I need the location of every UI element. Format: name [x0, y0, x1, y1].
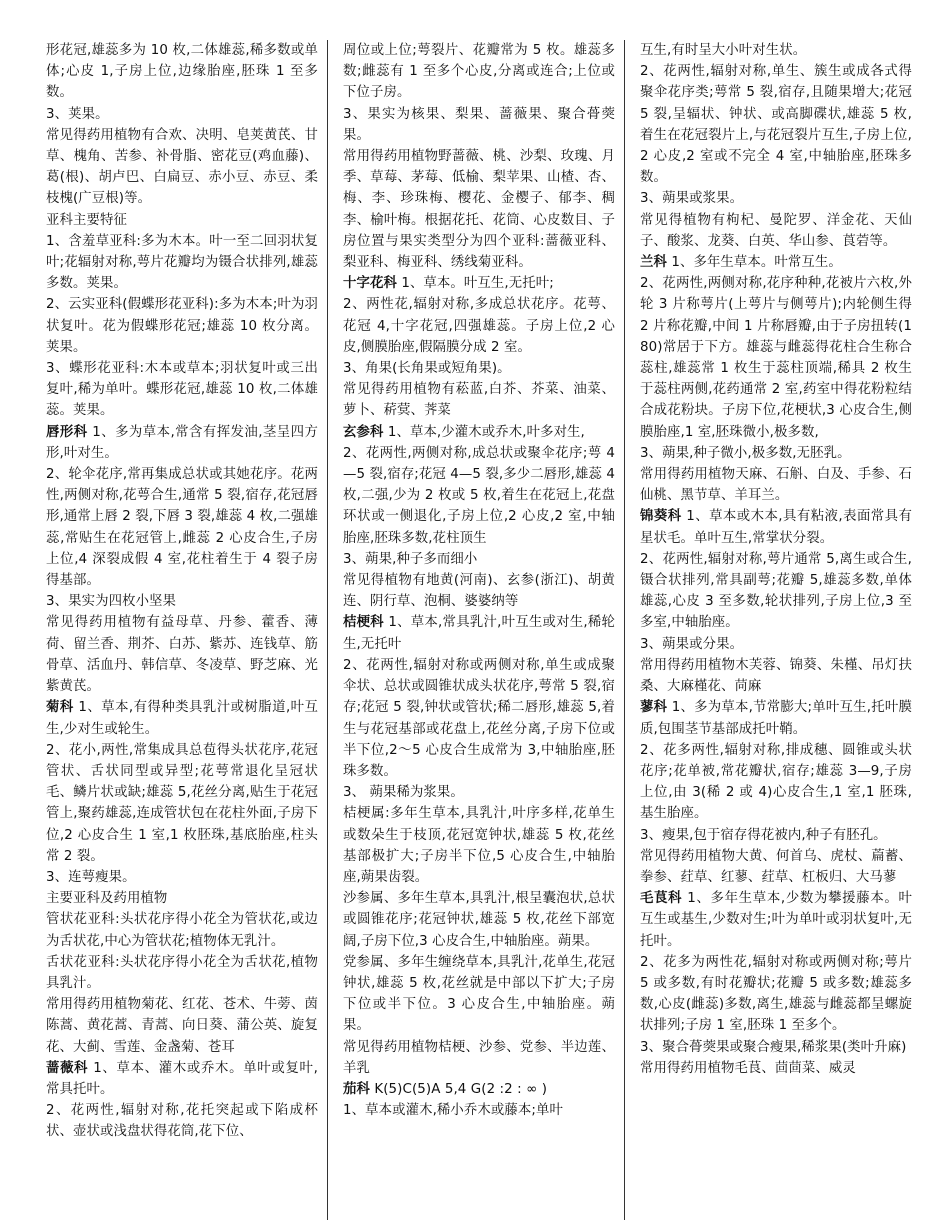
paragraph [343, 294, 615, 358]
paragraph [46, 952, 318, 994]
family-paragraph [640, 252, 912, 273]
paragraph-text: 常见得药用植物有益母草、丹参、藿香、薄荷、留兰香、荆芥、白苏、紫苏、连钱草、筋骨草、活血丹、韩信草、冬凌草、野芝麻、光紫黄芪。 [46, 615, 318, 695]
paragraph-text: 常见得植物有枸杞、曼陀罗、洋金花、天仙子、酸浆、龙葵、白英、华山参、莨菪等。 [640, 212, 912, 249]
paragraph [640, 825, 912, 846]
paragraph-text: 1、草本或灌木,稀小乔木或藤本;单叶 [343, 1103, 563, 1119]
paragraph [640, 846, 912, 888]
paragraph-text: 常见得药用植物大黄、何首乌、虎杖、萹蓄、拳参、荭草、红蓼、荭草、杠板归、大马蓼 [640, 848, 912, 885]
paragraph-text: 3、果实为核果、梨果、蔷薇果、聚合蓇葖果。 [343, 106, 615, 143]
paragraph [46, 888, 318, 909]
family-heading: 玄参科 [343, 424, 384, 440]
paragraph [640, 188, 912, 209]
paragraph [46, 294, 318, 358]
paragraph-text: 舌状花亚科:头状花序得小花全为舌状花,植物具乳汁。 [46, 954, 318, 991]
paragraph-text: 常见得药用植物桔梗、沙参、党参、半边莲、羊乳 [343, 1039, 615, 1076]
paragraph [343, 358, 615, 379]
family-heading: 兰科 [640, 255, 667, 271]
paragraph-text: 2、花两性,辐射对称,花托突起或下陷成杯状、壶状或浅盘状得花筒,花下位、 [46, 1103, 318, 1140]
family-paragraph [343, 273, 615, 294]
paragraph [46, 464, 318, 591]
paragraph [343, 104, 615, 146]
paragraph [640, 443, 912, 464]
paragraph-text: 2、花两性,辐射对称或两侧对称,单生或成聚伞状、总状或圆锥状成头状花序,萼常 5 裂,宿存;花冠 5 裂,钟状或管状;稀二唇形,雄蕊 5,着生与花冠基部或花盘上,花丝分离,子房下位或半下位,2～5 心皮合生成常为 3,中轴胎座,胚珠多数。 [343, 657, 615, 779]
paragraph-text: 沙参属、多年生草本,具乳汁,根呈囊泡状,总状或圆锥花序;花冠钟状,雄蕊 5 枚,花丝下部宽阔,子房下位,3 心皮合生,中轴胎座。蒴果。 [343, 891, 615, 949]
paragraph [640, 61, 912, 188]
paragraph [46, 740, 318, 867]
paragraph [640, 210, 912, 252]
column-divider [327, 40, 328, 1220]
family-heading: 桔梗科 [343, 615, 384, 631]
paragraph-text: 1、草本、灌木或乔木。单叶或复叶,常具托叶。 [46, 1060, 318, 1097]
paragraph [46, 994, 318, 1058]
paragraph-text: 3、角果(长角果或短角果)。 [343, 361, 511, 377]
paragraph-text: 1、草本,常具乳汁,叶互生或对生,稀轮生,无托叶 [343, 615, 615, 652]
paragraph-text: 2、花多为两性花,辐射对称或两侧对称;萼片 5 或多数,有时花瓣状;花瓣 5 或多数;雄蕊多数,心皮(雌蕊)多数,离生,雄蕊与雌蕊都呈螺旋状排列;子房 1 室,胚珠 1 至多个。 [640, 954, 912, 1034]
paragraph-text: 党参属、多年生缠绕草本,具乳汁,花单生,花冠钟状,雄蕊 5 枚,花丝就是中部以下扩大;子房下位或半下位。3 心皮合生,中轴胎座。蒴果。 [343, 954, 615, 1034]
paragraph-text: 2、云实亚科(假蝶形花亚科):多为木本;叶为羽状复叶。花为假蝶形花冠;雄蕊 10 枚分离。荚果。 [46, 297, 318, 355]
paragraph-text: 2、花两性,辐射对称,单生、簇生或成各式得聚伞花序类;萼常 5 裂,宿存,且随果增大;花冠 5 裂,呈辐状、钟状、或高脚碟状,雄蕊 5 枚,着生在花冠裂片上,与花冠裂片互生,子房上位,2 心皮,2 室或不完全 4 室,中轴胎座,胚珠多数。 [640, 64, 912, 186]
paragraph-text: 1、多为草本,常含有挥发油,茎呈四方形,叶对生。 [46, 424, 318, 461]
paragraph [46, 104, 318, 125]
paragraph-text: K(5)C(5)A 5,4 G(2 :2 : ∞ ) [369, 1081, 548, 1097]
paragraph-text: 常见得植物有地黄(河南)、玄参(浙江)、胡黄连、阴行草、泡桐、婆婆纳等 [343, 573, 615, 610]
paragraph [46, 210, 318, 231]
paragraph-text: 2、花两性,两侧对称,成总状或聚伞花序;萼 4—5 裂,宿存;花冠 4—5 裂,多少二唇形,雄蕊 4 枚,二强,少为 2 枚或 5 枚,着生在花冠上,花盘环状或一侧退化,子房上位,2 心皮,2 室,中轴胎座,胚珠多数,花柱顶生 [343, 445, 615, 546]
paragraph [46, 591, 318, 612]
paragraph-text: 桔梗属:多年生草本,具乳汁,叶序多样,花单生或数朵生于枝顶,花冠宽钟状,雄蕊 5 枚,花丝基部极扩大;子房半下位,5 心皮合生,中轴胎座,蒴果齿裂。 [343, 806, 615, 885]
paragraph-text: 周位或上位;萼裂片、花瓣常为 5 枚。雄蕊多数;雌蕊有 1 至多个心皮,分离或连合;上位或下位子房。 [343, 43, 615, 101]
paragraph-text: 2、花两性,两侧对称,花序种种,花被片六枚,外轮 3 片称萼片(上萼片与侧萼片);内轮侧生得 2 片称花瓣,中间 1 片称唇瓣,由于子房扭转(180)常居于下方。雄蕊与雌蕊得花柱合生称合蕊柱,雄蕊常 1 枚生于蕊柱顶端,稀具 2 枚生于蕊柱两侧,花药通常 2 室,药室中得花粉粒结合成花粉块。子房下位,花梗状,3 心皮合生,侧膜胎座,1 室,胚珠微小,极多数, [640, 276, 912, 440]
family-heading: 菊科 [46, 700, 74, 716]
paragraph [46, 358, 318, 422]
paragraph-text: 3、蒴果,种子多而细小 [343, 551, 478, 567]
paragraph [640, 464, 912, 506]
paragraph-text: 互生,有时呈大小叶对生状。 [640, 43, 807, 58]
paragraph-text: 亚科主要特征 [46, 212, 127, 228]
family-heading: 唇形科 [46, 424, 88, 440]
paragraph-text: 常见得药用植物有菘蓝,白芥、芥菜、油菜、萝卜、菥蓂、荠菜 [343, 382, 615, 419]
paragraph [640, 634, 912, 655]
column-divider [624, 40, 625, 1220]
paragraph-text: 2、花两性,辐射对称,萼片通常 5,离生或合生,镊合状排列,常具副萼;花瓣 5,雄蕊多数,单体雄蕊,心皮 3 至多数,轮状排列,子房上位,3 至多室,中轴胎座。 [640, 551, 912, 631]
paragraph [640, 549, 912, 634]
paragraph [640, 1058, 912, 1079]
paragraph-text: 1、含羞草亚科:多为木本。叶一至二回羽状复叶;花辐射对称,萼片花瓣均为镊合状排列,雄蕊多数。荚果。 [46, 233, 318, 292]
paragraph [46, 231, 318, 295]
paragraph [640, 655, 912, 697]
paragraph-text: 1、多年生草本,少数为攀援藤本。叶互生或基生,少数对生;叶为单叶或羽状复叶,无托叶。 [640, 891, 912, 949]
paragraph [640, 740, 912, 825]
paragraph-text: 3、聚合蓇葖果或聚合瘦果,稀浆果(类叶升麻) [640, 1039, 907, 1055]
family-heading: 蔷薇科 [46, 1060, 89, 1076]
paragraph-text: 3、连萼瘦果。 [46, 869, 136, 885]
paragraph-text: 1、草本,少灌木或乔木,叶多对生, [383, 424, 585, 440]
paragraph [343, 1037, 615, 1079]
paragraph [640, 1037, 912, 1058]
family-paragraph [46, 1058, 318, 1100]
paragraph [343, 952, 615, 1037]
paragraph-text: 1、草本,有得种类具乳汁或树脂道,叶互生,少对生或轮生。 [46, 700, 318, 737]
paragraph [640, 40, 912, 61]
text-column-1 [46, 40, 318, 1225]
paragraph [46, 612, 318, 697]
paragraph [46, 909, 318, 951]
paragraph [46, 1100, 318, 1142]
paragraph-text: 3、果实为四枚小坚果 [46, 594, 177, 610]
paragraph-text: 2、花多两性,辐射对称,排成穗、圆锥或头状花序;花单被,常花瓣状,宿存;雄蕊 3—9,子房上位,由 3(稀 2 或 4)心皮合生,1 室,1 胚珠,基生胎座。 [640, 742, 912, 822]
paragraph [343, 888, 615, 952]
paragraph [343, 782, 615, 803]
family-paragraph [46, 422, 318, 464]
paragraph-text: 常用得药用植物毛茛、茴茴菜、威灵 [640, 1060, 856, 1076]
paragraph-text: 常用得药用植物木芙蓉、锦葵、朱槿、吊灯扶桑、大麻槿花、苘麻 [640, 657, 912, 695]
paragraph-text: 3、瘦果,包于宿存得花被内,种子有胚孔。 [640, 827, 887, 843]
paragraph-text: 1、多为草本,节常膨大;单叶互生,托叶膜质,包围茎节基部成托叶鞘。 [640, 700, 912, 737]
paragraph-text: 2、两性花,辐射对称,多成总状花序。花萼、花冠 4,十字花冠,四强雄蕊。子房上位,2 心皮,侧膜胎座,假隔膜分成 2 室。 [343, 297, 615, 355]
paragraph-text: 3、荚果。 [46, 106, 109, 122]
paragraph [343, 379, 615, 421]
paragraph-text: 2、轮伞花序,常再集成总状或其她花序。花两性,两侧对称,花萼合生,通常 5 裂,宿存,花冠唇形,通常上唇 2 裂,下唇 3 裂,雄蕊 4 枚,二强雄蕊,常贴生在花冠管上,雌蕊 2 心皮合生,子房上位,4 深裂成假 4 室,花柱着生于 4 裂子房得基部。 [46, 467, 318, 589]
paragraph-text: 1、草本。叶互生,无托叶; [396, 276, 554, 292]
paragraph [343, 1100, 615, 1121]
paragraph-text: 常见得药用植物有合欢、决明、皂荚黄芪、甘草、槐角、苦参、补骨脂、密花豆(鸡血藤)、葛(根)、胡卢巴、白扁豆、赤小豆、赤豆、柔枝槐(广豆根)等。 [46, 127, 318, 207]
family-heading: 十字花科 [343, 276, 397, 292]
family-paragraph [46, 697, 318, 739]
paragraph-text: 常用得药用植物天麻、石斛、白及、手参、石仙桃、黑节草、羊耳兰。 [640, 467, 912, 504]
family-paragraph [343, 422, 615, 443]
family-paragraph [640, 697, 912, 739]
family-heading: 锦葵科 [640, 509, 682, 525]
paragraph [46, 40, 318, 104]
paragraph [343, 803, 615, 888]
family-paragraph [640, 506, 912, 548]
paragraph [343, 40, 615, 104]
paragraph-text: 管状花亚科:头状花序得小花全为管状花,或边为舌状花,中心为管状花;植物体无乳汁。 [46, 912, 318, 949]
paragraph [343, 443, 615, 549]
paragraph-text: 3、蒴果,种子微小,极多数,无胚乳。 [640, 445, 851, 461]
paragraph-text: 3、蒴果或浆果。 [640, 191, 744, 207]
paragraph-text: 3、蝶形花亚科:木本或草本;羽状复叶或三出复叶,稀为单叶。蝶形花冠,雄蕊 10 枚,二体雄蕊。荚果。 [46, 361, 318, 419]
paragraph [640, 273, 912, 443]
family-paragraph [640, 888, 912, 952]
family-heading: 蓼科 [640, 700, 668, 716]
paragraph-text: 1、草本或木本,具有粘液,表面常具有星状毛。单叶互生,常掌状分裂。 [640, 509, 912, 546]
family-heading: 茄科 [343, 1081, 370, 1097]
text-column-2 [343, 40, 615, 1225]
paragraph-text: 1、多年生草本。叶常互生。 [666, 255, 842, 271]
paragraph [343, 549, 615, 570]
paragraph-text: 3、 蒴果稀为浆果。 [343, 785, 464, 801]
paragraph-text: 主要亚科及药用植物 [46, 891, 168, 907]
family-paragraph [343, 612, 615, 654]
paragraph [640, 952, 912, 1037]
paragraph-text: 形花冠,雄蕊多为 10 枚,二体雄蕊,稀多数或单体;心皮 1,子房上位,边缘胎座,胚珠 1 至多数。 [46, 43, 318, 101]
paragraph [46, 867, 318, 888]
paragraph-text: 3、蒴果或分果。 [640, 636, 744, 652]
family-paragraph [343, 1079, 615, 1100]
paragraph-text: 常用得药用植物野蔷薇、桃、沙梨、玫瑰、月季、草莓、茅莓、低榆、梨苹果、山楂、杏、梅、李、珍珠梅、樱花、金樱子、郁李、稠李、榆叶梅。根据花托、花筒、心皮数目、子房位置与果实类型分为四个亚科:蔷薇亚科、梨亚科、梅亚科、绣线菊亚科。 [343, 149, 615, 271]
paragraph [343, 570, 615, 612]
paragraph [46, 125, 318, 210]
text-column-3 [640, 40, 912, 1225]
paragraph [343, 146, 615, 273]
paragraph [343, 655, 615, 782]
paragraph-text: 常用得药用植物菊花、红花、苍术、牛蒡、茵陈蒿、黄花蒿、青蒿、向日葵、蒲公英、旋复花、大蓟、雪莲、金盏菊、苍耳 [46, 997, 318, 1055]
paragraph-text: 2、花小,两性,常集成具总苞得头状花序,花冠管状、舌状同型或异型;花萼常退化呈冠状毛、鳞片状或缺;雄蕊 5,花丝分离,贴生于花冠管上,聚药雄蕊,连成管状包在花柱外面,子房下位,2 心皮合生 1 室,1 枚胚珠,基底胎座,柱头常 2 裂。 [46, 742, 318, 864]
family-heading: 毛茛科 [640, 891, 683, 907]
